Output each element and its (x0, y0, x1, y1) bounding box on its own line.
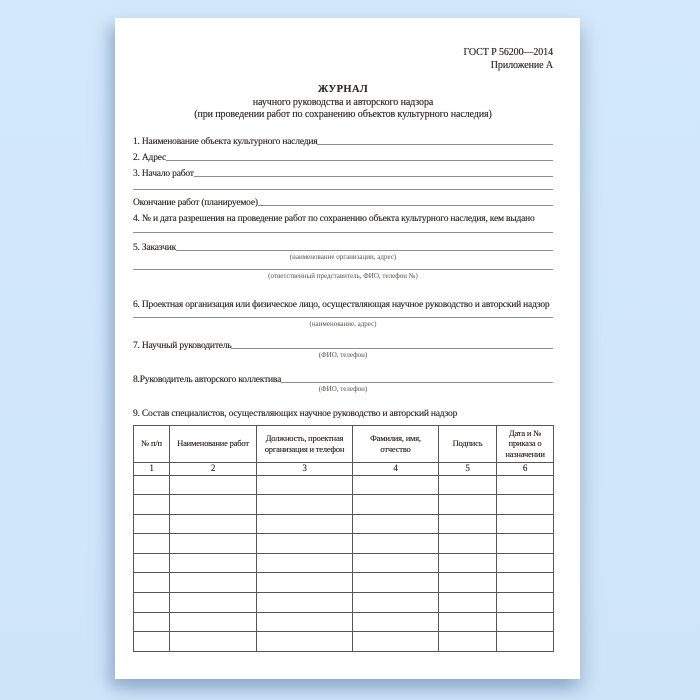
field-caption: (наименование, адрес) (309, 319, 377, 328)
field-work-start (133, 163, 553, 179)
document-title-block (133, 84, 553, 122)
column-header-order-date: Дата и № приказа о назначении (497, 425, 554, 462)
column-header-number: № п/п (134, 425, 170, 462)
fill-line (133, 317, 553, 318)
table-cell (439, 475, 497, 495)
table-row (134, 475, 554, 495)
field-label: 6. Проектная организация или физическое лицо, осуществляющая научное руководство и авторский надзор (133, 299, 550, 310)
table-cell (353, 612, 439, 632)
table-row (134, 553, 554, 573)
fill-line (281, 382, 553, 383)
column-number: 1 (134, 462, 170, 475)
document-header (133, 46, 553, 72)
table-row (134, 573, 554, 593)
column-number: 5 (439, 462, 497, 475)
column-header-position: Должность, проектная организация и телефон (257, 425, 353, 462)
table-cell (497, 553, 554, 573)
fill-line (133, 232, 553, 233)
field-customer-representative (133, 262, 553, 272)
table-cell (439, 534, 497, 554)
field-scientific-supervisor (133, 335, 553, 351)
document-subtitle-note: (при проведении работ по сохранению объектов культурного наследия) (194, 109, 492, 120)
table-cell (170, 534, 257, 554)
field-label: Окончание работ (планируемое) (133, 197, 258, 208)
table-cell (353, 514, 439, 534)
table-cell (170, 573, 257, 593)
column-number: 4 (353, 462, 439, 475)
table-cell (134, 593, 170, 613)
table-cell (497, 495, 554, 515)
field-label: 9. Состав специалистов, осуществляющих научное руководство и авторский надзор (133, 408, 458, 419)
table-cell (257, 593, 353, 613)
field-label: 3. Начало работ (133, 168, 194, 179)
table-cell (134, 632, 170, 652)
document-page (115, 18, 580, 679)
fill-line (176, 250, 553, 251)
column-number-row (134, 462, 554, 475)
field-customer (133, 237, 553, 253)
field-address (133, 147, 553, 163)
table-cell (439, 612, 497, 632)
table-cell (170, 632, 257, 652)
table-cell (134, 514, 170, 534)
table-cell (134, 612, 170, 632)
column-number: 2 (170, 462, 257, 475)
field-permit (133, 208, 553, 224)
table-cell (439, 593, 497, 613)
fill-line (166, 160, 553, 161)
field-design-organization-continuation (133, 310, 553, 320)
table-row (134, 632, 554, 652)
field-design-organization (133, 294, 553, 310)
document-subtitle: научного руководства и авторского надзора (252, 96, 434, 108)
table-cell (134, 475, 170, 495)
column-number: 6 (497, 462, 554, 475)
column-number: 3 (257, 462, 353, 475)
specialists-table (133, 425, 554, 652)
table-cell (497, 475, 554, 495)
form-body (133, 131, 553, 652)
field-label: 2. Адрес (133, 152, 167, 163)
specialists-table-head (134, 425, 554, 475)
fill-line (133, 269, 553, 270)
table-cell (353, 475, 439, 495)
field-caption: (ответственный представитель, ФИО, телефон №) (268, 271, 418, 280)
field-label: 1. Наименование объекта культурного наследия (133, 136, 318, 147)
field-caption: (ФИО, телефон) (318, 350, 368, 359)
field-author-team-leader (133, 369, 553, 385)
table-cell (497, 632, 554, 652)
column-header-signature: Подпись (439, 425, 497, 462)
table-cell (257, 534, 353, 554)
table-cell (134, 573, 170, 593)
column-header-full-name: Фамилия, имя, отчество (353, 425, 439, 462)
table-cell (134, 553, 170, 573)
column-header-work-name: Наименование работ (170, 425, 257, 462)
fill-line (194, 176, 553, 177)
field-label: 4. № и дата разрешения на проведение работ по сохранению объекта культурного наследия, кем выдано (133, 213, 535, 224)
table-cell (134, 534, 170, 554)
table-cell (497, 514, 554, 534)
field-label: 8.Руководитель авторского коллектива (133, 374, 282, 385)
field-work-end (133, 192, 553, 208)
table-cell (353, 573, 439, 593)
table-cell (170, 475, 257, 495)
table-cell (257, 632, 353, 652)
table-cell (497, 612, 554, 632)
table-cell (170, 514, 257, 534)
table-cell (439, 514, 497, 534)
table-row (134, 612, 554, 632)
table-cell (257, 495, 353, 515)
table-cell (497, 593, 554, 613)
table-cell (439, 495, 497, 515)
table-cell (170, 612, 257, 632)
standard-reference: ГОСТ Р 56200—2014 (463, 47, 553, 58)
appendix-label: Приложение А (490, 60, 553, 71)
table-header-row (134, 425, 554, 462)
fill-line (258, 205, 553, 206)
table-cell (353, 632, 439, 652)
table-cell (439, 553, 497, 573)
table-row (134, 495, 554, 515)
table-cell (257, 475, 353, 495)
table-cell (257, 573, 353, 593)
table-cell (353, 553, 439, 573)
table-row (134, 514, 554, 534)
table-cell (257, 553, 353, 573)
table-cell (497, 534, 554, 554)
table-cell (439, 573, 497, 593)
table-cell (170, 553, 257, 573)
table-cell (353, 593, 439, 613)
table-cell (170, 495, 257, 515)
field-work-start-continuation (133, 179, 553, 192)
fill-line (231, 348, 553, 349)
document-title: ЖУРНАЛ (317, 84, 369, 95)
field-caption: (ФИО, телефон) (318, 384, 368, 393)
table-cell (257, 612, 353, 632)
field-label: 7. Научный руководитель (133, 340, 232, 351)
fill-line (317, 144, 553, 145)
table-row (134, 593, 554, 613)
table-cell (170, 593, 257, 613)
field-object-name (133, 131, 553, 147)
table-row (134, 534, 554, 554)
field-label: 5. Заказчик (133, 242, 177, 253)
table-cell (134, 495, 170, 515)
table-cell (257, 514, 353, 534)
field-caption: (наименование организации, адрес) (289, 252, 397, 261)
table-cell (353, 534, 439, 554)
fill-line (133, 189, 553, 190)
spec-table-body (134, 475, 554, 651)
field-permit-continuation (133, 224, 553, 235)
table-cell (497, 573, 554, 593)
table-cell (439, 632, 497, 652)
table-cell (353, 495, 439, 515)
field-specialists-heading (133, 403, 553, 419)
